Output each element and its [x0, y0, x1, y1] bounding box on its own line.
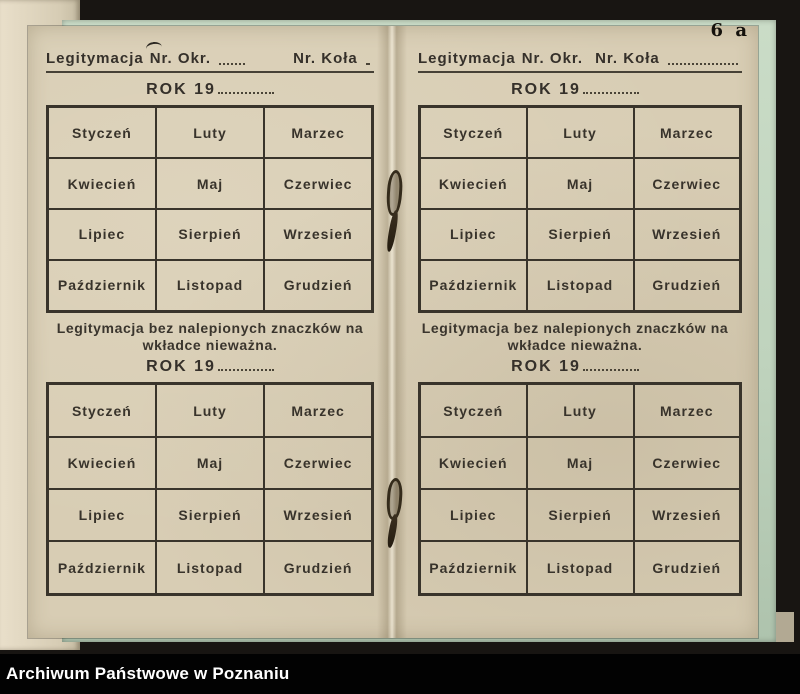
month-cell: Listopad: [527, 260, 634, 312]
month-stamp-table: [418, 382, 742, 596]
month-cell: Styczeń: [420, 107, 527, 159]
nr-kola-label: Nr. Koła: [293, 50, 358, 67]
page-number-label: 6 a: [710, 20, 750, 41]
nr-okr-label: Nr. Okr.: [521, 50, 584, 67]
month-cell: Lipiec: [420, 209, 527, 260]
booklet-page-left: [28, 26, 392, 638]
month-stamp-table: [46, 105, 374, 313]
dotted-leader: [366, 61, 370, 65]
month-cell: Sierpień: [156, 209, 264, 260]
month-cell: Maj: [527, 158, 634, 209]
rok-label: ROK 19: [511, 81, 581, 98]
month-cell: Grudzień: [264, 260, 372, 312]
month-cell: Styczeń: [48, 384, 156, 437]
month-cell: Grudzień: [634, 260, 741, 312]
month-stamp-table: [46, 382, 374, 596]
month-cell: Maj: [156, 158, 264, 209]
month-cell: Październik: [48, 260, 156, 312]
month-cell: Czerwiec: [264, 437, 372, 489]
nr-kola-label: Nr. Koła: [595, 50, 660, 67]
membership-header-row: [46, 50, 374, 73]
rok-label: ROK 19: [146, 81, 216, 98]
rok-year-line: [392, 81, 758, 99]
dotted-leader: [583, 367, 639, 371]
month-cell: Listopad: [156, 260, 264, 312]
rok-label: ROK 19: [146, 358, 216, 376]
month-cell: Kwiecień: [48, 158, 156, 209]
nr-okr-label: Nr. Okr.: [149, 50, 212, 67]
month-cell: Październik: [48, 541, 156, 594]
month-cell: Wrzesień: [264, 209, 372, 260]
validity-note: [392, 320, 758, 354]
month-cell: Maj: [527, 437, 634, 489]
validity-note-line1: Legitymacja bez nalepionych znaczków na: [421, 320, 729, 336]
month-cell: Sierpień: [156, 489, 264, 541]
month-cell: Marzec: [634, 384, 741, 437]
month-cell: Październik: [420, 260, 527, 312]
month-cell: Lipiec: [48, 209, 156, 260]
dotted-leader: [219, 61, 245, 65]
month-cell: Maj: [156, 437, 264, 489]
month-cell: Sierpień: [527, 209, 634, 260]
dotted-leader: [218, 90, 274, 94]
booklet-spread: [28, 20, 758, 638]
rok-year-line: [28, 358, 392, 376]
month-cell: Wrzesień: [264, 489, 372, 541]
month-cell: Luty: [527, 384, 634, 437]
validity-note: [28, 320, 392, 354]
month-cell: Marzec: [264, 384, 372, 437]
validity-note-line2: wkładce nieważna.: [507, 337, 643, 354]
month-cell: Lipiec: [420, 489, 527, 541]
validity-note-line1: Legitymacja bez nalepionych znaczków na: [56, 320, 364, 336]
month-cell: Kwiecień: [48, 437, 156, 489]
month-cell: Luty: [156, 107, 264, 159]
month-cell: Marzec: [264, 107, 372, 159]
month-cell: Wrzesień: [634, 489, 741, 541]
month-cell: Styczeń: [48, 107, 156, 159]
month-cell: Grudzień: [264, 541, 372, 594]
rok-label: ROK 19: [511, 358, 581, 376]
month-cell: Styczeń: [420, 384, 527, 437]
month-cell: Marzec: [634, 107, 741, 159]
month-cell: Październik: [420, 541, 527, 594]
month-cell: Grudzień: [634, 541, 741, 594]
month-cell: Kwiecień: [420, 437, 527, 489]
rok-year-line: [28, 81, 392, 99]
month-cell: Luty: [527, 107, 634, 159]
month-cell: Kwiecień: [420, 158, 527, 209]
month-cell: Czerwiec: [634, 437, 741, 489]
booklet-page-right: [392, 20, 758, 638]
month-cell: Luty: [156, 384, 264, 437]
month-cell: Czerwiec: [264, 158, 372, 209]
membership-header-row: [418, 50, 742, 73]
legitymacja-label: Legitymacja: [46, 50, 144, 67]
month-cell: Listopad: [156, 541, 264, 594]
month-cell: Sierpień: [527, 489, 634, 541]
month-stamp-table: [418, 105, 742, 313]
month-cell: Lipiec: [48, 489, 156, 541]
validity-note-line2: wkładce nieważna.: [142, 337, 278, 354]
dotted-leader: [668, 61, 738, 65]
month-cell: Wrzesień: [634, 209, 741, 260]
dotted-leader: [583, 90, 639, 94]
dotted-leader: [218, 367, 274, 371]
legitymacja-label: Legitymacja: [418, 50, 516, 67]
month-cell: Listopad: [527, 541, 634, 594]
rok-year-line: [392, 358, 758, 376]
archive-name: Archiwum Państwowe w Poznaniu: [6, 664, 290, 683]
month-cell: Czerwiec: [634, 158, 741, 209]
archive-watermark-bar: [0, 654, 800, 694]
